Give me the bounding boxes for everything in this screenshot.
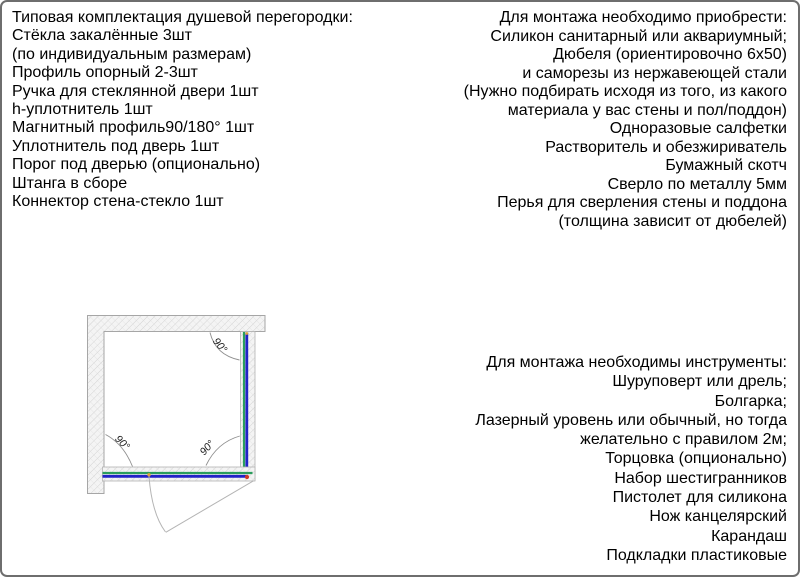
angle-label-top-right: 90° (210, 335, 230, 356)
leader-line-straight (166, 481, 254, 533)
mid-joint-marker (147, 473, 150, 476)
tools-list-line: Шуруповерт или дрель; (612, 373, 787, 391)
kit-list-line: h-уплотнитель 1шт (12, 101, 153, 119)
purchase-list-line: (толщина зависит от дюбелей) (558, 212, 787, 230)
kit-list-line: Типовая комплектация душевой перегородки: (12, 9, 353, 26)
kit-list-line: Штанга в сборе (12, 174, 128, 192)
tools-list-line: Торцовка (опционально) (605, 450, 787, 468)
purchase-list-line: Одноразовые салфетки (609, 120, 787, 137)
tools-list (475, 353, 787, 565)
purchase-list (464, 9, 787, 231)
leader-line-curved (149, 477, 166, 533)
kit-list-line: Уплотнитель под дверь 1шт (12, 137, 220, 155)
kit-list (12, 9, 353, 211)
angle-label-bottom-right: 90° (197, 438, 218, 458)
kit-list-line: (по индивидуальным размерам) (12, 45, 252, 63)
kit-list-line: Порог под дверью (опционально) (12, 156, 261, 174)
tools-list-line: Набор шестигранников (614, 469, 787, 487)
kit-list-line: Стёкла закалённые 3шт (12, 27, 192, 45)
kit-list-line: Магнитный профиль90/180° 1шт (12, 119, 255, 137)
tools-list-line: Нож канцелярский (649, 508, 787, 526)
purchase-list-line: Силикон санитарный или аквариумный; (490, 27, 787, 45)
purchase-list-line: и саморезы из нержавеющей стали (522, 64, 787, 82)
tools-list-line: Для монтажа необходимы инструменты: (486, 354, 787, 371)
tools-list-line: Подкладки пластиковые (606, 546, 787, 564)
kit-list-line: Профиль опорный 2-3шт (12, 64, 198, 82)
angle-label-bottom-left: 90° (112, 433, 132, 453)
tools-list-line: Лазерный уровень или обычный, но тогда (475, 411, 787, 429)
kit-list-line: Ручка для стеклянной двери 1шт (12, 82, 259, 100)
purchase-list-line: Дюбеля (ориентировочно 6х50) (553, 46, 787, 63)
purchase-list-line: материала у вас стены и пол/поддон) (507, 101, 787, 119)
tools-list-line: Карандаш (711, 527, 787, 545)
purchase-list-line: Сверло по металлу 5мм (607, 175, 787, 193)
kit-list-line: Коннектор стена-стекло 1шт (12, 193, 224, 211)
tools-list-line: Пистолет для силикона (612, 489, 787, 507)
tools-list-line: желательно с правилом 2м; (580, 431, 787, 449)
purchase-list-line: Для монтажа необходимо приобрести: (499, 9, 787, 26)
corner-plan-diagram (57, 297, 297, 547)
purchase-list-line: Перья для сверления стены и поддона (497, 194, 787, 211)
purchase-list-line: Растворитель и обезжириватель (545, 138, 787, 156)
purchase-list-line: Бумажный скотч (665, 157, 787, 174)
top-joint-marker (245, 332, 248, 335)
corner-joint-marker (245, 475, 249, 479)
corner-plan-svg (57, 297, 297, 547)
purchase-list-line: (Нужно подбирать исходя из того, из какого (463, 83, 787, 100)
tools-list-line: Болгарка; (714, 392, 787, 410)
